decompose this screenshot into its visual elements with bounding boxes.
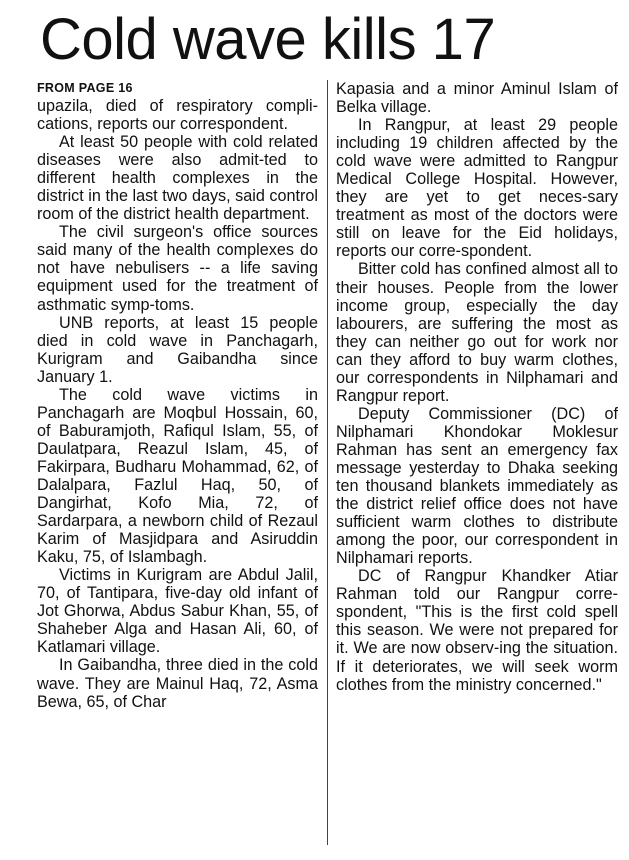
paragraph: The civil surgeon's office sources said many of the health complexes do not have nebulisers -- a life saving equipment used for the treatment of asthmatic symp-toms. [37,223,318,314]
paragraph: In Rangpur, at least 29 people including 19 children affected by the cold wave were admitted to Rangpur Medical College Hospital. However, they are yet to get neces-sary treatment as most of the doctors were still on leave for the Eid holidays, reports our corre-spondent. [336,116,618,261]
paragraph: Victims in Kurigram are Abdul Jalil, 70, of Tantipara, five-day old infant of Jot Ghorwa, Abdus Sabur Khan, 55, of Shaheber Alga and Hasan Ali, 60, of Katlamari village. [37,566,318,657]
paragraph: Deputy Commissioner (DC) of Nilphamari Khondokar Moklesur Rahman has sent an emergency fax message yesterday to Dhaka seeking ten thousand blankets immediately as the district relief office does not have sufficient warm clothes to distribute among the poor, our correspondent in Nilphamari reports. [336,404,618,568]
paragraph: At least 50 people with cold related diseases were also admit-ted to different health complexes in the district in the last two days, said control room of the district health department. [37,133,318,224]
paragraph: Bitter cold has confined almost all to their houses. People from the lower income group, especially the day labourers, are suffering the most as they can neither go out for work nor can they afford to buy warm clothes, our correspondents in Nilphamari and Rangpur report. [336,260,618,405]
paragraph: The cold wave victims in Panchagarh are Moqbul Hossain, 60, of Baburamjoth, Rafiqul Islam, 55, of Daulatpara, Reazul Islam, 45, of Fakirpara, Budharu Mohammad, 62, of Dalalpara, Fazlul Haq, 50, of Dangirhat, Kofo Mia, 72, of Sardarpara, a newborn child of Rezaul Karim of Masjidpara and Asiruddin Kaku, 75, of Islambagh. [37,385,318,567]
paragraph: DC of Rangpur Khandker Atiar Rahman told our Rangpur corre-spondent, "This is the first cold spell this season. We were not prepared for it. We are now observ-ing the situation. If it deteriorates, we will seek worm clothes from the ministry concerned." [336,567,618,694]
paragraph: upazila, died of respiratory compli-cations, reports our correspondent. [37,97,318,134]
paragraph: In Gaibandha, three died in the cold wave. They are Mainul Haq, 72, Asma Bewa, 65, of Char [37,656,318,711]
article-column-left [37,80,318,711]
paragraph: UNB reports, at least 15 people died in cold wave in Panchagarh, Kurigram and Gaibandha since January 1. [37,313,318,386]
headline: Cold wave kills 17 [40,7,496,72]
article-column-right [336,80,618,694]
paragraph: Kapasia and a minor Aminul Islam of Belka village. [336,80,618,117]
column-divider [327,80,328,845]
jump-line: FROM PAGE 16 [37,81,133,95]
